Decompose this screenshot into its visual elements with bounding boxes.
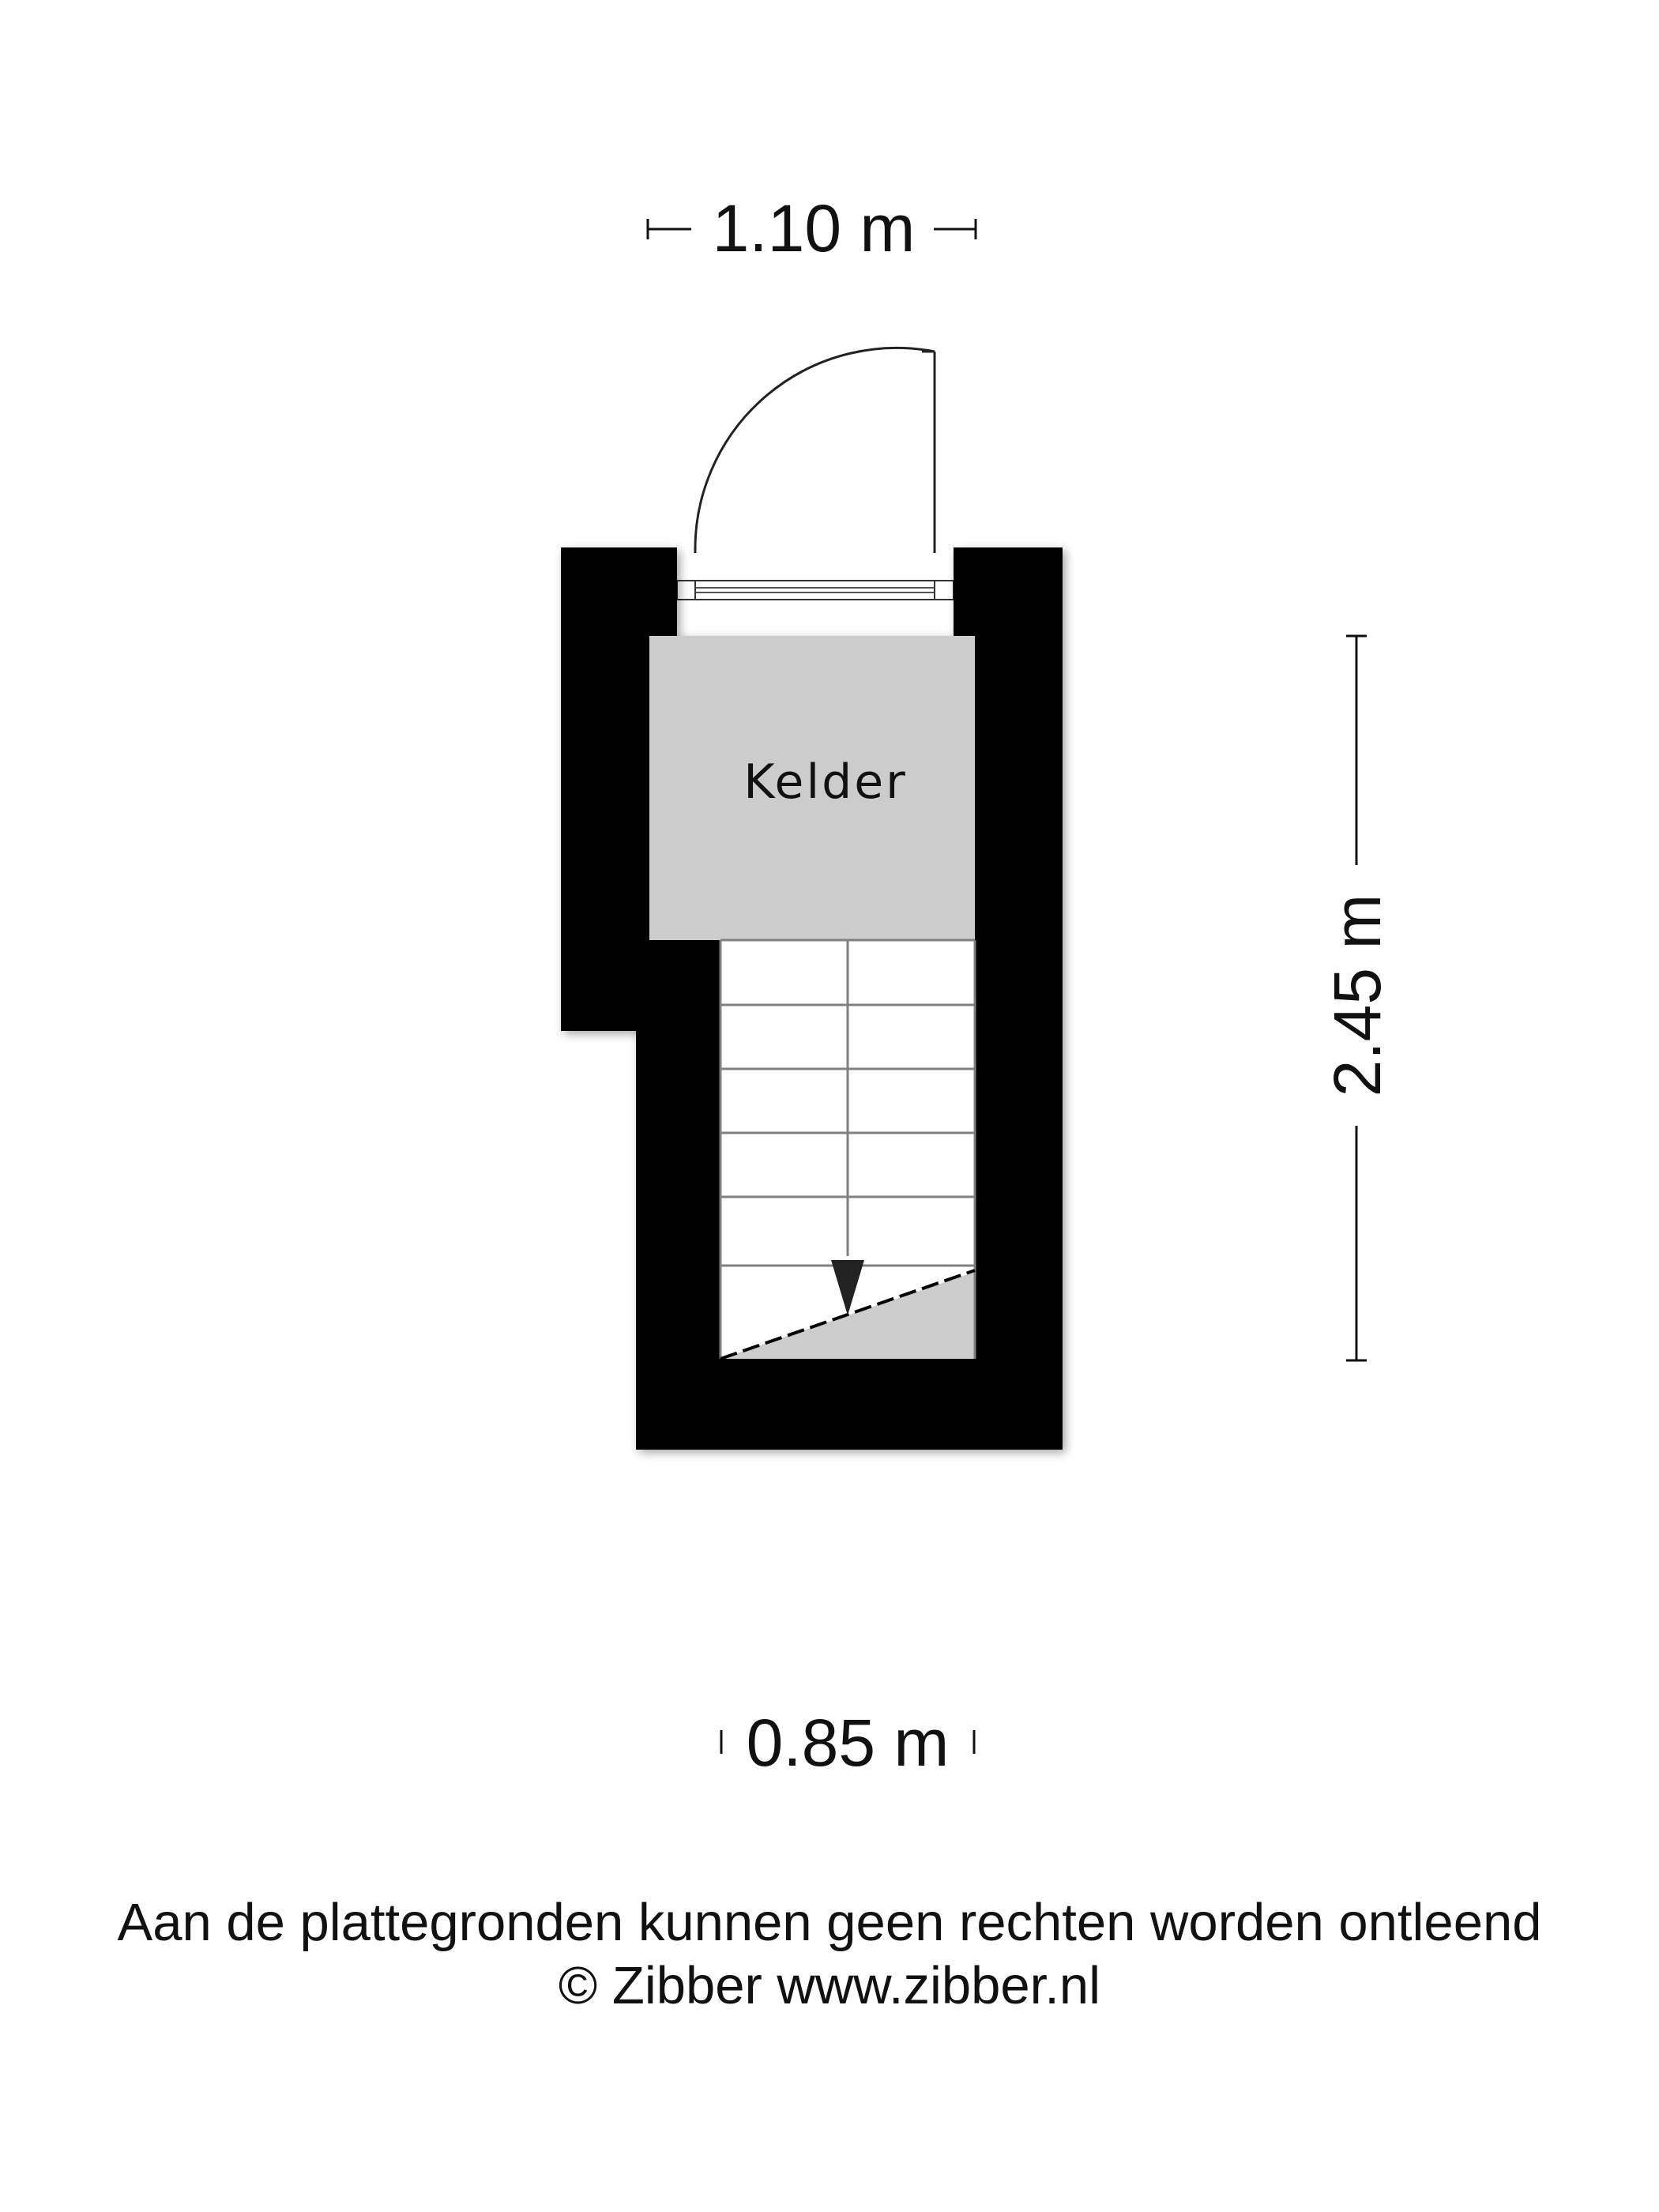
right-height-label: 2.45 m bbox=[1320, 893, 1394, 1097]
copyright-text: © Zibber www.zibber.nl bbox=[558, 1956, 1101, 2015]
top-width-label: 1.10 m bbox=[712, 191, 916, 265]
disclaimer-text: Aan de plattegronden kunnen geen rechten worden ontleend bbox=[117, 1893, 1542, 1952]
bottom-width-label: 0.85 m bbox=[746, 1706, 950, 1780]
staircase bbox=[720, 940, 975, 1359]
door bbox=[677, 348, 954, 600]
room-label: Kelder bbox=[743, 754, 908, 810]
